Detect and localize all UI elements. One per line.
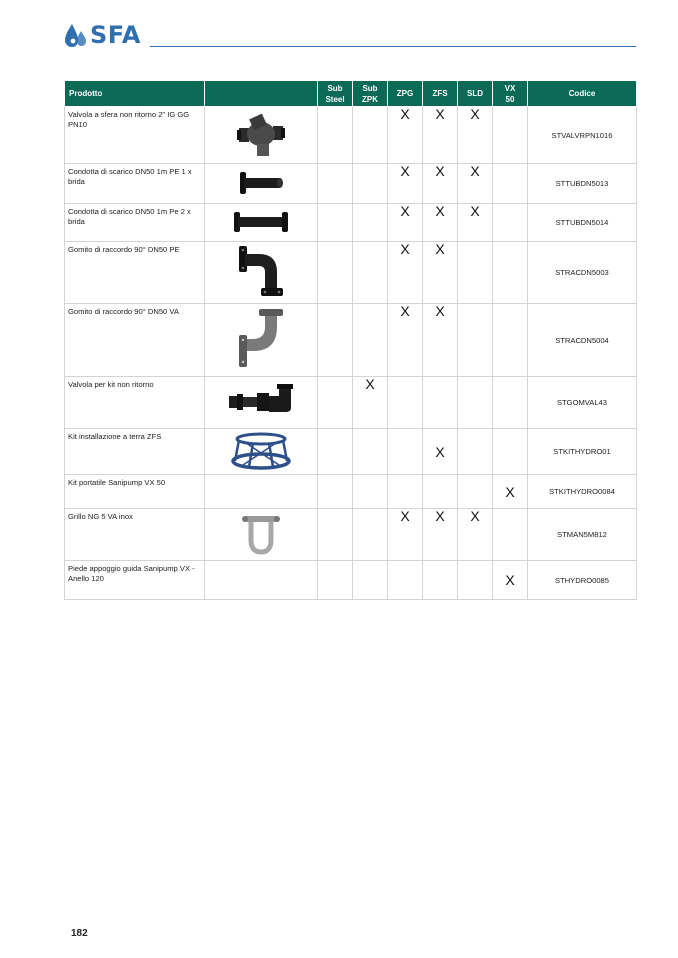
mark-sub-steel: [318, 475, 353, 509]
product-name: Valvola per kit non ritorno: [65, 377, 205, 429]
mark-zfs: X: [423, 204, 458, 242]
mark-sld: [458, 561, 493, 600]
mark-sub-zpk: [353, 509, 388, 561]
product-code: STTUBDN5013: [528, 164, 637, 204]
mark-sub-zpk: [353, 242, 388, 304]
mark-zpg: [388, 429, 423, 475]
mark-sld: [458, 429, 493, 475]
table-header-row: [65, 81, 637, 107]
col-header-sub-steel: Sub Steel: [318, 81, 353, 107]
table-row: [65, 377, 637, 429]
mark-sld: [458, 304, 493, 377]
mark-zfs: X: [423, 242, 458, 304]
mark-vx50: [493, 429, 528, 475]
mark-sub-zpk: [353, 475, 388, 509]
table-row: [65, 561, 637, 600]
mark-zpg: [388, 475, 423, 509]
product-image: [205, 475, 318, 509]
mark-sub-steel: [318, 509, 353, 561]
mark-sub-steel: [318, 242, 353, 304]
mark-vx50: X: [493, 475, 528, 509]
product-name: Condotta di scarico DN50 1m Pe 2 x brida: [65, 204, 205, 242]
mark-vx50: [493, 204, 528, 242]
mark-sld: X: [458, 204, 493, 242]
header-rule: [150, 46, 636, 47]
mark-zfs: X: [423, 304, 458, 377]
brand-logo: [64, 22, 141, 48]
mark-sub-zpk: X: [353, 377, 388, 429]
col-header-image: [205, 81, 318, 107]
product-name: Grillo NG 5 VA inox: [65, 509, 205, 561]
table-row: [65, 242, 637, 304]
discharge-pipe-single-flange-icon: [236, 170, 286, 196]
product-name: Valvola a sfera non ritorno 2" IG GG PN10: [65, 107, 205, 164]
product-code: STKITHYDRO0084: [528, 475, 637, 509]
mark-vx50: [493, 242, 528, 304]
mark-zpg: X: [388, 164, 423, 204]
mark-sub-zpk: [353, 429, 388, 475]
col-header-code: Codice: [528, 81, 637, 107]
col-header-vx50: VX 50: [493, 81, 528, 107]
mark-zfs: [423, 377, 458, 429]
mark-zfs: [423, 561, 458, 600]
steel-elbow-fitting-icon: [229, 307, 293, 371]
table-row: [65, 204, 637, 242]
product-code: STGOMVAL43: [528, 377, 637, 429]
mark-sub-steel: [318, 107, 353, 164]
product-name: Gomito di raccordo 90° DN50 VA: [65, 304, 205, 377]
mark-sld: [458, 475, 493, 509]
product-code: STMAN5M812: [528, 509, 637, 561]
mark-zpg: X: [388, 509, 423, 561]
ball-check-valve-icon: [231, 108, 291, 160]
mark-vx50: [493, 304, 528, 377]
mark-zpg: [388, 377, 423, 429]
mark-sld: X: [458, 509, 493, 561]
product-name: Kit installazione a terra ZFS: [65, 429, 205, 475]
page-header: [64, 22, 636, 52]
page-number: 182: [71, 928, 88, 939]
table-row: [65, 475, 637, 509]
col-header-sld: SLD: [458, 81, 493, 107]
brand-name: SFA: [90, 21, 141, 49]
mark-zpg: [388, 561, 423, 600]
product-image: [205, 242, 318, 304]
mark-zpg: X: [388, 304, 423, 377]
mark-sub-zpk: [353, 561, 388, 600]
mark-vx50: [493, 164, 528, 204]
mark-vx50: [493, 509, 528, 561]
mark-vx50: [493, 107, 528, 164]
table-row: [65, 304, 637, 377]
col-header-product: Prodotto: [65, 81, 205, 107]
mark-sld: [458, 377, 493, 429]
mark-vx50: X: [493, 561, 528, 600]
ground-install-stand-icon: [229, 431, 293, 471]
mark-sub-steel: [318, 377, 353, 429]
mark-zpg: X: [388, 242, 423, 304]
product-name: Condotta di scarico DN50 1m PE 1 x brida: [65, 164, 205, 204]
discharge-pipe-double-flange-icon: [232, 210, 290, 234]
mark-sub-steel: [318, 204, 353, 242]
mark-zfs: [423, 475, 458, 509]
table-row: [65, 107, 637, 164]
product-code: STRACDN5003: [528, 242, 637, 304]
col-header-zpg: ZPG: [388, 81, 423, 107]
mark-sub-zpk: [353, 107, 388, 164]
mark-sub-steel: [318, 429, 353, 475]
mark-sub-steel: [318, 304, 353, 377]
product-image: [205, 509, 318, 561]
mark-sub-zpk: [353, 304, 388, 377]
table-row: [65, 429, 637, 475]
col-header-sub-zpk: Sub ZPK: [353, 81, 388, 107]
product-name: Piede appoggio guida Sanipump VX - Anello 120: [65, 561, 205, 600]
mark-sub-steel: [318, 561, 353, 600]
mark-zpg: X: [388, 204, 423, 242]
accessories-table: [64, 80, 637, 600]
product-image: [205, 561, 318, 600]
product-image: [205, 304, 318, 377]
product-image: [205, 164, 318, 204]
mark-zfs: X: [423, 107, 458, 164]
water-drop-logo-icon: [64, 22, 88, 48]
mark-sub-steel: [318, 164, 353, 204]
mark-sld: X: [458, 107, 493, 164]
product-code: STKITHYDRO01: [528, 429, 637, 475]
product-name: Kit portatile Sanipump VX 50: [65, 475, 205, 509]
mark-vx50: [493, 377, 528, 429]
mark-zfs: X: [423, 164, 458, 204]
product-image: [205, 429, 318, 475]
product-image: [205, 107, 318, 164]
product-image: [205, 377, 318, 429]
mark-sld: X: [458, 164, 493, 204]
mark-sub-zpk: [353, 164, 388, 204]
product-name: Gomito di raccordo 90° DN50 PE: [65, 242, 205, 304]
col-header-zfs: ZFS: [423, 81, 458, 107]
product-code: STVALVRPN1016: [528, 107, 637, 164]
shackle-icon: [239, 512, 283, 556]
product-image: [205, 204, 318, 242]
mark-zpg: X: [388, 107, 423, 164]
pe-elbow-fitting-icon: [229, 244, 293, 300]
mark-zfs: X: [423, 429, 458, 475]
table-row: [65, 164, 637, 204]
mark-zfs: X: [423, 509, 458, 561]
product-code: STRACDN5004: [528, 304, 637, 377]
mark-sub-zpk: [353, 204, 388, 242]
table-row: [65, 509, 637, 561]
product-code: STTUBDN5014: [528, 204, 637, 242]
product-code: STHYDRO0085: [528, 561, 637, 600]
mark-sld: [458, 242, 493, 304]
check-valve-kit-icon: [225, 382, 297, 422]
